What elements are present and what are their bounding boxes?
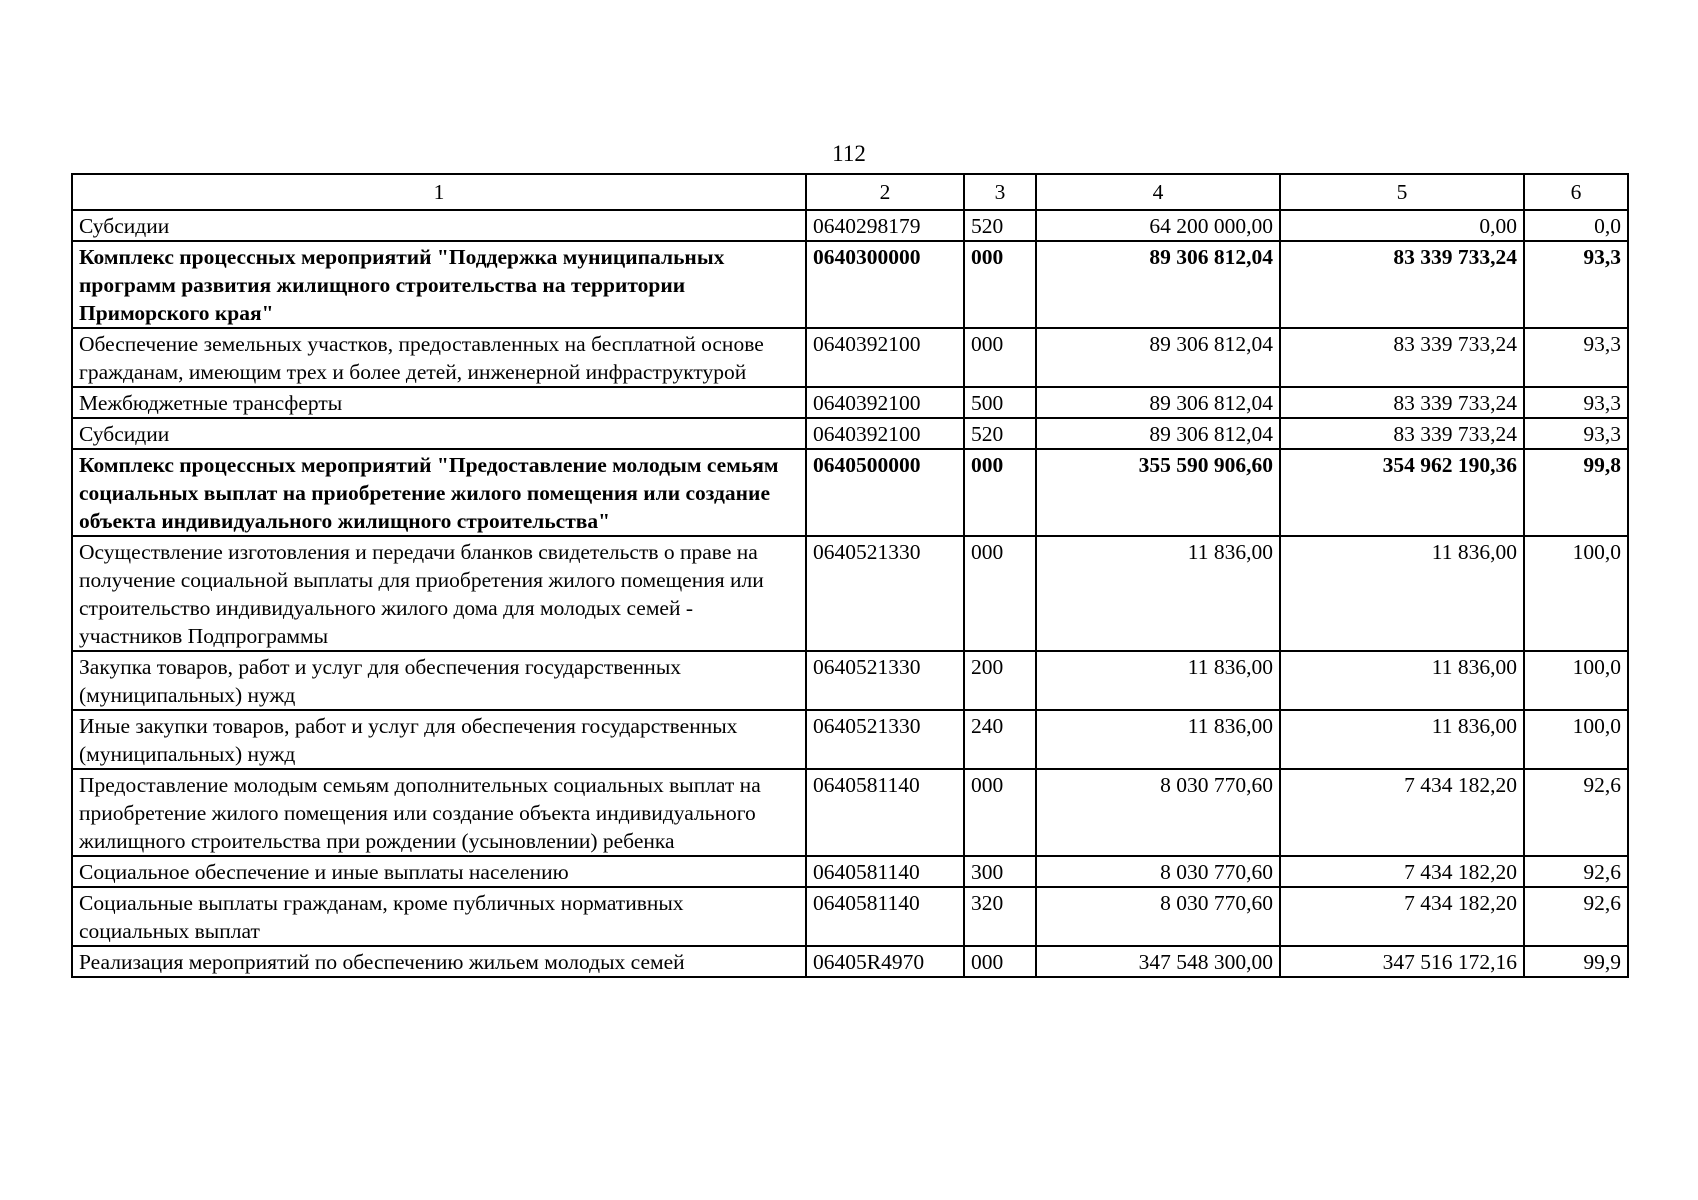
column-header-2: 2 [806, 174, 964, 210]
table-row [72, 241, 1628, 328]
row-name-cell: Субсидии [72, 418, 806, 449]
row-fact-cell: 7 434 182,20 [1280, 887, 1524, 946]
row-plan-cell: 11 836,00 [1036, 536, 1280, 651]
row-plan-cell: 89 306 812,04 [1036, 387, 1280, 418]
row-plan-cell: 11 836,00 [1036, 710, 1280, 769]
row-name-cell: Социальное обеспечение и иные выплаты населению [72, 856, 806, 887]
row-percent-cell: 93,3 [1524, 387, 1628, 418]
row-code-cell: 0640500000 [806, 449, 964, 536]
table-row [72, 710, 1628, 769]
table-row [72, 946, 1628, 977]
row-fact-cell: 11 836,00 [1280, 710, 1524, 769]
row-fact-cell: 83 339 733,24 [1280, 418, 1524, 449]
row-name-cell: Межбюджетные трансферты [72, 387, 806, 418]
row-type-cell: 000 [964, 769, 1036, 856]
row-name-cell: Осуществление изготовления и передачи бланков свидетельств о праве на получение социальной выплаты для приобретения жилого помещения или строительство индивидуального жилого дома для молодых семей - участников Подпрограммы [72, 536, 806, 651]
row-type-cell: 320 [964, 887, 1036, 946]
row-fact-cell: 354 962 190,36 [1280, 449, 1524, 536]
row-percent-cell: 93,3 [1524, 328, 1628, 387]
row-code-cell: 0640521330 [806, 710, 964, 769]
header-row [72, 174, 1628, 210]
column-header-5: 5 [1280, 174, 1524, 210]
row-fact-cell: 11 836,00 [1280, 651, 1524, 710]
row-percent-cell: 99,9 [1524, 946, 1628, 977]
row-type-cell: 000 [964, 328, 1036, 387]
row-plan-cell: 8 030 770,60 [1036, 856, 1280, 887]
row-type-cell: 520 [964, 210, 1036, 241]
row-name-cell: Субсидии [72, 210, 806, 241]
row-fact-cell: 11 836,00 [1280, 536, 1524, 651]
row-name-cell: Закупка товаров, работ и услуг для обеспечения государственных (муниципальных) нужд [72, 651, 806, 710]
row-plan-cell: 355 590 906,60 [1036, 449, 1280, 536]
table-row [72, 328, 1628, 387]
row-code-cell: 0640392100 [806, 328, 964, 387]
row-code-cell: 0640392100 [806, 387, 964, 418]
row-code-cell: 0640392100 [806, 418, 964, 449]
table-row [72, 418, 1628, 449]
row-type-cell: 240 [964, 710, 1036, 769]
row-plan-cell: 11 836,00 [1036, 651, 1280, 710]
column-header-4: 4 [1036, 174, 1280, 210]
row-type-cell: 200 [964, 651, 1036, 710]
row-percent-cell: 100,0 [1524, 536, 1628, 651]
table-row [72, 856, 1628, 887]
row-name-cell: Реализация мероприятий по обеспечению жильем молодых семей [72, 946, 806, 977]
row-name-cell: Иные закупки товаров, работ и услуг для обеспечения государственных (муниципальных) нужд [72, 710, 806, 769]
row-type-cell: 000 [964, 946, 1036, 977]
row-fact-cell: 0,00 [1280, 210, 1524, 241]
row-code-cell: 0640521330 [806, 536, 964, 651]
row-type-cell: 500 [964, 387, 1036, 418]
row-code-cell: 0640581140 [806, 887, 964, 946]
row-plan-cell: 8 030 770,60 [1036, 887, 1280, 946]
row-type-cell: 000 [964, 536, 1036, 651]
row-name-cell: Комплекс процессных мероприятий "Поддержка муниципальных программ развития жилищного строительства на территории Приморского края" [72, 241, 806, 328]
column-header-6: 6 [1524, 174, 1628, 210]
row-percent-cell: 100,0 [1524, 651, 1628, 710]
table-row [72, 769, 1628, 856]
row-name-cell: Предоставление молодым семьям дополнительных социальных выплат на приобретение жилого помещения или создание объекта индивидуального жилищного строительства при рождении (усыновлении) ребенка [72, 769, 806, 856]
row-plan-cell: 89 306 812,04 [1036, 328, 1280, 387]
table-row [72, 387, 1628, 418]
row-plan-cell: 89 306 812,04 [1036, 418, 1280, 449]
row-percent-cell: 92,6 [1524, 887, 1628, 946]
row-plan-cell: 347 548 300,00 [1036, 946, 1280, 977]
row-name-cell: Обеспечение земельных участков, предоставленных на бесплатной основе гражданам, имеющим трех и более детей, инженерной инфраструктурой [72, 328, 806, 387]
row-type-cell: 300 [964, 856, 1036, 887]
row-percent-cell: 93,3 [1524, 418, 1628, 449]
column-header-1: 1 [72, 174, 806, 210]
row-fact-cell: 7 434 182,20 [1280, 769, 1524, 856]
row-percent-cell: 0,0 [1524, 210, 1628, 241]
row-code-cell: 0640581140 [806, 769, 964, 856]
page-number: 112 [832, 141, 866, 166]
row-code-cell: 0640298179 [806, 210, 964, 241]
row-fact-cell: 83 339 733,24 [1280, 241, 1524, 328]
row-percent-cell: 99,8 [1524, 449, 1628, 536]
row-code-cell: 0640300000 [806, 241, 964, 328]
table-row [72, 210, 1628, 241]
row-fact-cell: 347 516 172,16 [1280, 946, 1524, 977]
table-row [72, 449, 1628, 536]
row-percent-cell: 92,6 [1524, 769, 1628, 856]
row-percent-cell: 93,3 [1524, 241, 1628, 328]
row-code-cell: 06405R4970 [806, 946, 964, 977]
row-plan-cell: 89 306 812,04 [1036, 241, 1280, 328]
column-header-3: 3 [964, 174, 1036, 210]
budget-table [71, 173, 1629, 978]
row-plan-cell: 8 030 770,60 [1036, 769, 1280, 856]
row-type-cell: 000 [964, 449, 1036, 536]
row-code-cell: 0640521330 [806, 651, 964, 710]
row-type-cell: 520 [964, 418, 1036, 449]
table-row [72, 651, 1628, 710]
row-fact-cell: 7 434 182,20 [1280, 856, 1524, 887]
table-row [72, 887, 1628, 946]
row-name-cell: Комплекс процессных мероприятий "Предоставление молодым семьям социальных выплат на приобретение жилого помещения или создание объекта индивидуального жилищного строительства" [72, 449, 806, 536]
row-percent-cell: 100,0 [1524, 710, 1628, 769]
row-fact-cell: 83 339 733,24 [1280, 328, 1524, 387]
row-name-cell: Социальные выплаты гражданам, кроме публичных нормативных социальных выплат [72, 887, 806, 946]
row-plan-cell: 64 200 000,00 [1036, 210, 1280, 241]
row-percent-cell: 92,6 [1524, 856, 1628, 887]
table-row [72, 536, 1628, 651]
row-type-cell: 000 [964, 241, 1036, 328]
table-body [72, 210, 1628, 977]
row-fact-cell: 83 339 733,24 [1280, 387, 1524, 418]
row-code-cell: 0640581140 [806, 856, 964, 887]
